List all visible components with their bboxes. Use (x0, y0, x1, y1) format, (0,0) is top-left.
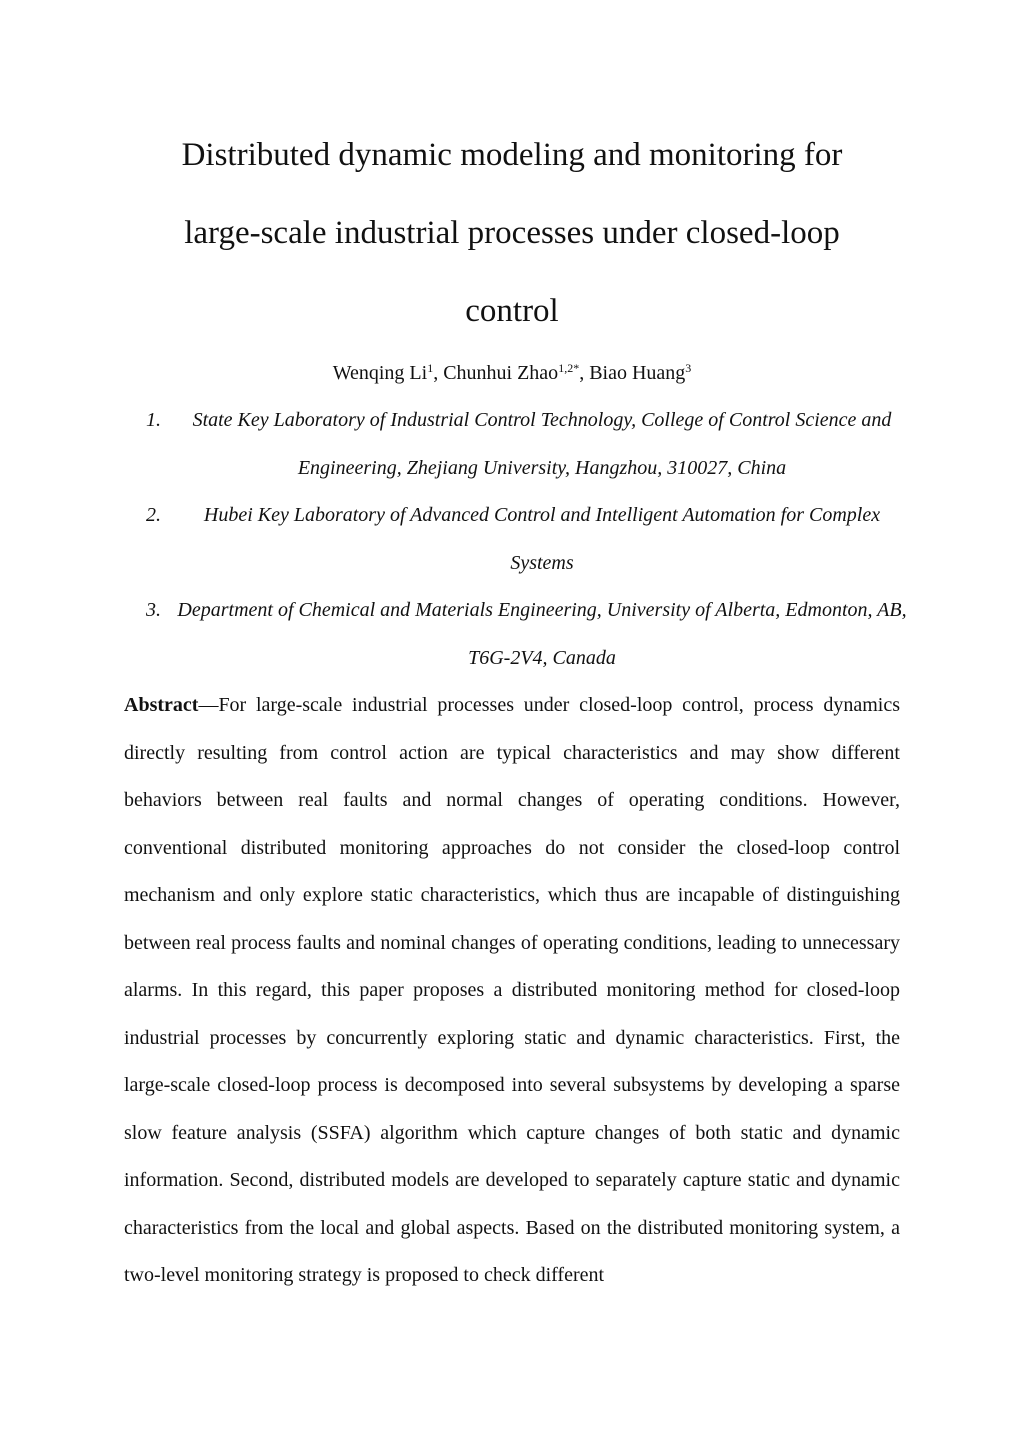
author-list (0, 358, 1024, 388)
author-separator: , (579, 362, 590, 384)
abstract-paragraph (124, 682, 900, 1300)
affiliation-number: 3. (146, 599, 161, 621)
author-name: Biao Huang (589, 362, 686, 384)
abstract-label: Abstract (124, 694, 199, 716)
affiliation-text: Department of Chemical and Materials Engineering, University of Alberta, Edmonton, AB, T6G-2V4, Canada (177, 599, 907, 669)
affiliation-item (140, 397, 908, 492)
affiliation-number: 1. (146, 409, 161, 431)
author-affiliation-mark: 1 (427, 361, 434, 375)
author-separator: , (433, 362, 444, 384)
affiliation-text: Hubei Key Laboratory of Advanced Control and Intelligent Automation for Complex Systems (203, 504, 881, 574)
abstract-text: For large-scale industrial processes under closed-loop control, process dynamics directly resulting from control action are typical characteristics and may show different behaviors between real faults and normal changes of operating conditions. However, conventional distributed monitoring approaches do not consider the closed-loop control mechanism and only explore static characteristics, which thus are incapable of distinguishing between real process faults and nominal changes of operating conditions, leading to unnecessary alarms. In this regard, this paper proposes a distributed monitoring method for closed-loop industrial processes by concurrently exploring static and dynamic characteristics. First, the large-scale closed-loop process is decomposed into several subsystems by developing a sparse slow feature analysis (SSFA) algorithm which capture changes of both static and dynamic information. Second, distributed models are developed to separately capture static and dynamic characteristics from the local and global aspects. Based on the distributed monitoring system, a two-level monitoring strategy is proposed to check different (124, 694, 900, 1286)
author-affiliation-mark: 3 (685, 361, 692, 375)
affiliation-text: State Key Laboratory of Industrial Control Technology, College of Control Science and Engineering, Zhejiang University, Hangzhou, 310027, China (192, 409, 892, 479)
title-line-3: control (465, 293, 559, 329)
affiliation-list (140, 397, 908, 682)
affiliation-item (140, 492, 908, 587)
paper-title (100, 116, 924, 350)
author-affiliation-mark: 1,2* (558, 361, 580, 375)
author-name: Wenqing Li (332, 362, 428, 384)
affiliation-item (140, 587, 908, 682)
author-name: Chunhui Zhao (443, 362, 559, 384)
affiliation-number: 2. (146, 504, 161, 526)
abstract-dash: — (198, 694, 219, 716)
title-line-1: Distributed dynamic modeling and monitoring for (181, 137, 843, 173)
title-line-2: large-scale industrial processes under closed-loop (184, 215, 840, 251)
